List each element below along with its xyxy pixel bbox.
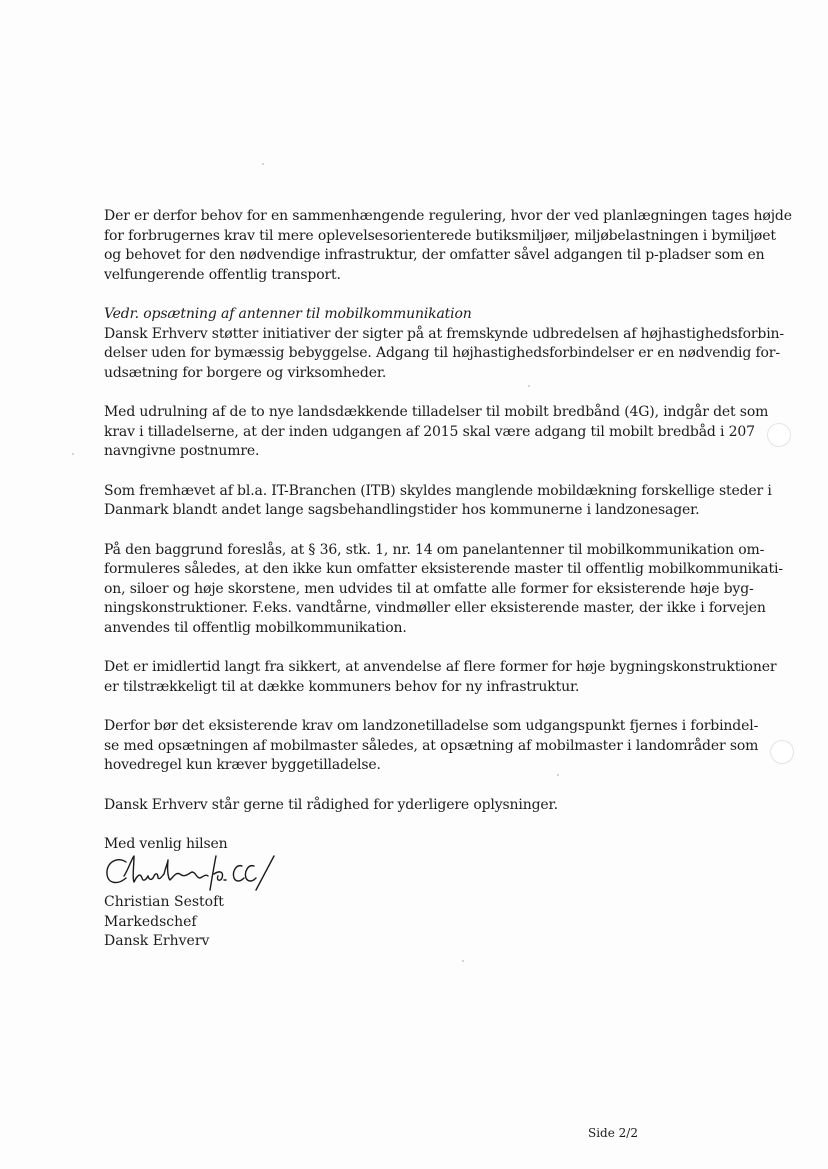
text-line: Dansk Erhverv står gerne til rådighed for yderligere oplysninger. xyxy=(104,796,558,813)
text-line: navngivne postnumre. xyxy=(104,443,260,459)
paragraph-itb xyxy=(104,482,772,521)
text-line: velfungerende offentlig transport. xyxy=(104,266,341,283)
paragraph-proposal xyxy=(104,541,783,639)
paragraph-contact xyxy=(104,796,744,816)
section-heading: Vedr. opsætning af antenner til mobilkommunikation xyxy=(104,306,472,322)
text-line: Danmark blandt andet lange sagsbehandlingstider hos kommunerne i landzonesager. xyxy=(104,502,700,518)
text-line: Dansk Erhverv støtter initiativer der sigter på at fremskynde udbredelsen af højhastighedsforbin- xyxy=(104,325,784,342)
punch-hole-upper xyxy=(767,423,791,447)
text-line: udsætning for borgere og virksomheder. xyxy=(104,364,387,381)
signer-organization: Dansk Erhverv xyxy=(104,933,210,949)
text-line: krav i tilladelserne, at der inden udgangen af 2015 skal være adgang til mobilt bredbåd i 207 xyxy=(104,423,755,440)
paragraph-antenna-section xyxy=(104,305,784,383)
page-number: Side 2/2 xyxy=(588,1126,638,1140)
scan-speck xyxy=(462,960,464,962)
signer-name: Christian Sestoft xyxy=(104,894,224,910)
paragraph-regulation xyxy=(104,207,792,285)
signer-title: Markedschef xyxy=(104,913,197,930)
text-line: formuleres således, at den ikke kun omfatter eksisterende master til offentlig mobilkommunikati- xyxy=(104,561,783,577)
text-line: Derfor bør det eksisterende krav om landzonetilladelse som udgangspunkt fjernes i forbindel- xyxy=(104,718,759,734)
punch-hole-lower xyxy=(770,740,794,764)
text-line: hovedregel kun kræver byggetilladelse. xyxy=(104,757,381,773)
text-line: Med udrulning af de to nye landsdækkende tilladelser til mobilt bredbånd (4G), indgår det som xyxy=(104,404,769,420)
text-line: På den baggrund foreslås, at § 36, stk. 1, nr. 14 om panelantenner til mobilkommunikation om- xyxy=(104,541,765,558)
text-line: for forbrugernes krav til mere oplevelsesorienterede butiksmiljøer, miljøbelastningen i bymiljøet xyxy=(104,227,776,244)
paragraph-4g xyxy=(104,403,769,462)
text-line: Der er derfor behov for en sammenhængende regulering, hvor der ved planlægningen tages højde xyxy=(104,208,792,224)
paragraph-uncertainty xyxy=(104,658,777,697)
paragraph-landzone xyxy=(104,717,759,776)
letter-body xyxy=(104,207,792,873)
text-line: og behovet for den nødvendige infrastruktur, der omfatter såvel adgangen til p-pladser som en xyxy=(104,247,765,263)
scan-speck xyxy=(262,163,264,165)
text-line: er tilstrækkeligt til at dække kommuners behov for ny infrastruktur. xyxy=(104,678,580,695)
text-line: Som fremhævet af bl.a. IT-Branchen (ITB) skyldes manglende mobildækning forskellige steder i xyxy=(104,482,772,499)
handwritten-signature xyxy=(104,852,279,894)
signer-block xyxy=(104,893,224,952)
text-line: se med opsætningen af mobilmaster således, at opsætning af mobilmaster i landområder som xyxy=(104,737,759,754)
text-line: on, siloer og høje skorstene, men udvides til at omfatte alle former for eksisterende høje byg- xyxy=(104,580,754,597)
text-line: anvendes til offentlig mobilkommunikation. xyxy=(104,619,407,636)
scan-speck xyxy=(72,453,74,455)
text-line: Det er imidlertid langt fra sikkert, at anvendelse af flere former for høje bygningskonstruktioner xyxy=(104,659,777,675)
text-line: delser uden for bymæssig bebyggelse. Adgang til højhastighedsforbindelser er en nødvendig for- xyxy=(104,345,780,361)
text-line: Med venlig hilsen xyxy=(104,836,228,852)
text-line: ningskonstruktioner. F.eks. vandtårne, vindmøller eller eksisterende master, der ikke i forvejen xyxy=(104,600,766,616)
